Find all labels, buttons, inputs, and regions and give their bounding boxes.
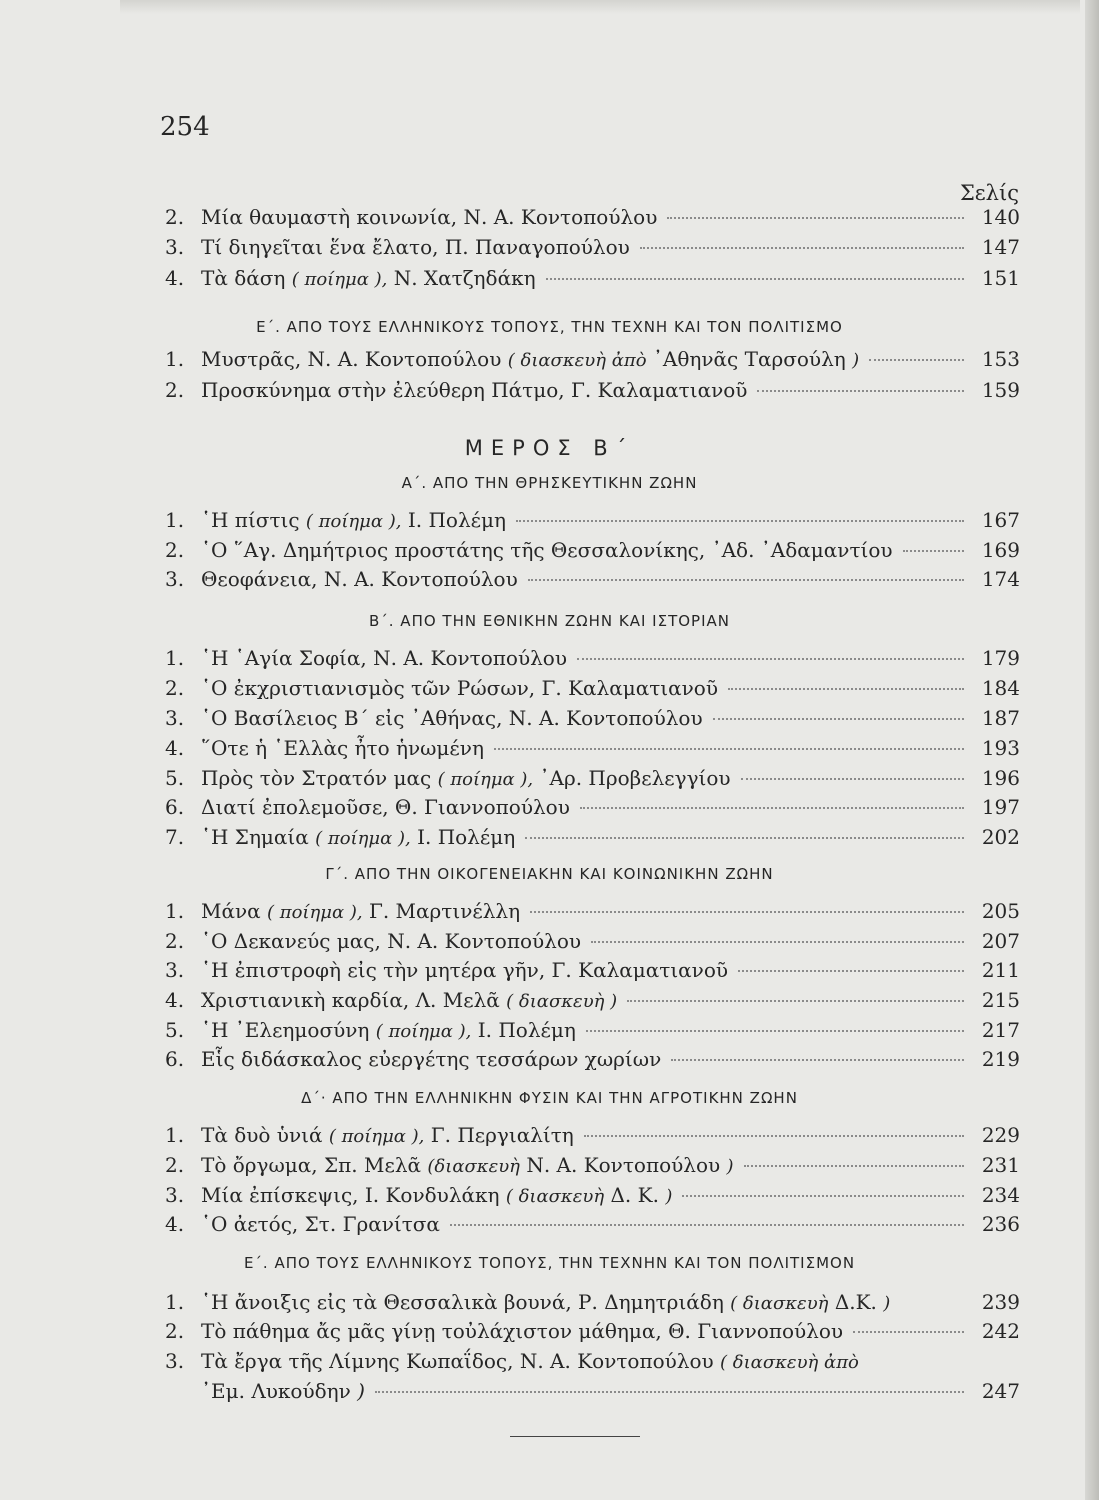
entry-title: Μάνα ( ποίημα ), Γ. Μαρτινέλλη <box>201 899 521 923</box>
entry-number: 2. <box>165 929 185 953</box>
dot-leader <box>741 778 964 780</box>
entry-page: 207 <box>981 929 1020 953</box>
dot-leader <box>713 718 964 720</box>
entry-number: 1. <box>165 508 185 532</box>
dot-leader <box>627 1000 964 1002</box>
dot-leader <box>728 688 964 690</box>
toc-entry[interactable] <box>165 676 1020 706</box>
section-heading: Ε΄. ΑΠΟ ΤΟΥΣ ΕΛΛΗΝΙΚΟΥΣ ΤΟΠΟΥΣ, ΤΗΝ ΤΕΧΝΗ ΚΑΙ ΤΟΝ ΠΟΛΙΤΙΣΜΟ <box>256 318 843 336</box>
entry-title: Εἷς διδάσκαλος εὐεργέτης τεσσάρων χωρίων <box>201 1047 662 1071</box>
dot-leader <box>580 807 964 809</box>
entry-number: 1. <box>165 1123 185 1147</box>
entry-number: 2. <box>165 1153 185 1177</box>
toc-entry[interactable] <box>165 205 1020 235</box>
entry-page: 217 <box>981 1018 1020 1042</box>
entry-page: 236 <box>981 1212 1020 1236</box>
entry-page: 153 <box>981 347 1020 371</box>
entry-number: 1. <box>165 1290 185 1314</box>
toc-entry-continuation[interactable] <box>201 1379 1020 1409</box>
toc-entry[interactable] <box>165 266 1020 296</box>
entry-number: 1. <box>165 899 185 923</box>
entry-title: Μυστρᾶς, Ν. Α. Κοντοπούλου ( διασκευὴ ἀπὸ ᾽Αθηνᾶς Ταρσούλη ) <box>201 347 860 371</box>
entry-title: Διατί ἐπολεμοῦσε, Θ. Γιαννοπούλου <box>201 795 570 819</box>
entry-page: 242 <box>981 1319 1020 1343</box>
dot-leader <box>903 550 964 552</box>
entry-number: 3. <box>165 958 185 982</box>
entry-title: Πρὸς τὸν Στρατόν μας ( ποίημα ), ᾽Αρ. Προβελεγγίου <box>201 766 731 790</box>
dot-leader <box>494 748 964 750</box>
dot-leader <box>530 911 964 913</box>
page-number: 254 <box>160 112 210 142</box>
entry-title: Τὰ δάση ( ποίημα ), Ν. Χατζηδάκη <box>201 266 536 290</box>
entry-number: 2. <box>165 538 185 562</box>
dot-leader <box>853 1331 964 1333</box>
entry-title: Θεοφάνεια, Ν. Α. Κοντοπούλου <box>201 567 518 591</box>
toc-entry[interactable] <box>165 929 1020 959</box>
entry-title: Τὰ δυὸ ὑνιά ( ποίημα ), Γ. Περγιαλίτη <box>201 1123 574 1147</box>
section-heading: Β΄. ΑΠΟ ΤΗΝ ΕΘΝΙΚΗΝ ΖΩΗΝ ΚΑΙ ΙΣΤΟΡΙΑΝ <box>368 612 731 630</box>
toc-entry[interactable] <box>165 1183 1020 1213</box>
toc-entry[interactable] <box>165 508 1020 538</box>
entry-title: ῾Η ἄνοιξις εἰς τὰ Θεσσαλικὰ βουνά, Ρ. Δημητριάδη ( διασκευὴ Δ.Κ. ) <box>201 1290 891 1314</box>
dot-leader <box>744 1165 964 1167</box>
entry-number: 4. <box>165 988 185 1012</box>
entry-title: ῾Ο ἀετός, Στ. Γρανίτσα <box>201 1212 440 1236</box>
dot-leader <box>738 970 964 972</box>
entry-page: 197 <box>981 795 1020 819</box>
entry-page: 231 <box>981 1153 1020 1177</box>
toc-entry[interactable] <box>165 825 1020 855</box>
entry-title: ῾Η πίστις ( ποίημα ), Ι. Πολέμη <box>201 508 506 532</box>
toc-entry[interactable] <box>165 567 1020 597</box>
entry-page: 151 <box>981 266 1020 290</box>
dot-leader <box>546 278 964 280</box>
dot-leader <box>528 579 964 581</box>
dot-leader <box>375 1391 964 1393</box>
entry-title: ῾Η Σημαία ( ποίημα ), Ι. Πολέμη <box>201 825 516 849</box>
entry-page: 215 <box>981 988 1020 1012</box>
entry-number: 1. <box>165 646 185 670</box>
entry-page: 179 <box>981 646 1020 670</box>
entry-title: Τὸ ὄργωμα, Σπ. Μελᾶ (διασκευὴ Ν. Α. Κοντοπούλου ) <box>201 1153 734 1177</box>
entry-page: 174 <box>981 567 1020 591</box>
dot-leader <box>671 1059 964 1061</box>
dot-leader <box>525 837 964 839</box>
dot-leader <box>577 658 964 660</box>
toc-entry[interactable] <box>165 988 1020 1018</box>
entry-title: ῾Ο Δεκανεύς μας, Ν. Α. Κοντοπούλου <box>201 929 582 953</box>
entry-title: ᾽Εμ. Λυκούδην ) <box>201 1379 365 1403</box>
toc-entry[interactable] <box>165 1123 1020 1153</box>
entry-number: 3. <box>165 235 185 259</box>
entry-number: 2. <box>165 676 185 700</box>
entry-page: 234 <box>981 1183 1020 1207</box>
entry-number: 4. <box>165 1212 185 1236</box>
entry-page: 140 <box>981 205 1020 229</box>
toc-entry[interactable] <box>165 1212 1020 1242</box>
dot-leader <box>584 1135 964 1137</box>
entry-page: 229 <box>981 1123 1020 1147</box>
section-heading: Α΄. ΑΠΟ ΤΗΝ ΘΡΗΣΚΕΥΤΙΚΗΝ ΖΩΗΝ <box>401 474 698 492</box>
entry-title: Προσκύνημα στὴν ἐλεύθερη Πάτμο, Γ. Καλαματιανοῦ <box>201 378 748 402</box>
toc-entry[interactable] <box>165 899 1020 929</box>
entry-number: 5. <box>165 766 185 790</box>
entry-number: 3. <box>165 1183 185 1207</box>
entry-page: 167 <box>981 508 1020 532</box>
dot-leader <box>757 390 964 392</box>
entry-page: 184 <box>981 676 1020 700</box>
toc-entry[interactable] <box>165 1349 1020 1379</box>
toc-entry[interactable] <box>165 538 1020 568</box>
entry-number: 1. <box>165 347 185 371</box>
entry-title: Τί διηγεῖται ἕνα ἔλατο, Π. Παναγοπούλου <box>201 235 630 259</box>
dot-leader <box>667 217 964 219</box>
entry-number: 3. <box>165 706 185 730</box>
dot-leader <box>640 247 964 249</box>
entry-number: 6. <box>165 1047 185 1071</box>
entry-title: ῾Ο Βασίλειος Β΄ εἰς ᾽Αθήνας, Ν. Α. Κοντοπούλου <box>201 706 703 730</box>
page-top-edge <box>120 0 1080 14</box>
dot-leader <box>869 359 964 361</box>
toc-entry[interactable] <box>165 736 1020 766</box>
dot-leader <box>450 1224 964 1226</box>
section-heading: Γ΄. ΑΠΟ ΤΗΝ ΟΙΚΟΓΕΝΕΙΑΚΗΝ ΚΑΙ ΚΟΙΝΩΝΙΚΗΝ ΖΩΗΝ <box>325 865 774 883</box>
toc-entry[interactable] <box>165 347 1020 377</box>
entry-number: 6. <box>165 795 185 819</box>
toc-entry[interactable] <box>165 1319 1020 1349</box>
entry-page: 202 <box>981 825 1020 849</box>
entry-page: 219 <box>981 1047 1020 1071</box>
entry-page: 205 <box>981 899 1020 923</box>
toc-entry[interactable] <box>165 378 1020 408</box>
entry-title: ῾Ο ἐκχριστιανισμὸς τῶν Ρώσων, Γ. Καλαματιανοῦ <box>201 676 719 700</box>
entry-number: 2. <box>165 378 185 402</box>
toc-entry[interactable] <box>165 1290 1020 1320</box>
entry-number: 4. <box>165 736 185 760</box>
entry-number: 5. <box>165 1018 185 1042</box>
toc-entry[interactable] <box>165 235 1020 265</box>
entry-page: 247 <box>981 1379 1020 1403</box>
entry-page: 239 <box>981 1290 1020 1314</box>
entry-title: ῾Η ἐπιστροφὴ εἰς τὴν μητέρα γῆν, Γ. Καλαματιανοῦ <box>201 958 729 982</box>
toc-entry[interactable] <box>165 706 1020 736</box>
entry-page: 169 <box>981 538 1020 562</box>
end-rule <box>510 1436 640 1437</box>
entry-page: 159 <box>981 378 1020 402</box>
toc-entry[interactable] <box>165 1047 1020 1077</box>
entry-title: Μία θαυμαστὴ κοινωνία, Ν. Α. Κοντοπούλου <box>201 205 658 229</box>
entry-page: 211 <box>981 958 1020 982</box>
toc-entry[interactable] <box>165 766 1020 796</box>
entry-title: ῾Ο ῞Αγ. Δημήτριος προστάτης τῆς Θεσσαλονίκης, ᾽Αδ. ᾽Αδαμαντίου <box>201 538 893 562</box>
section-heading: Ε΄. ΑΠΟ ΤΟΥΣ ΕΛΛΗΝΙΚΟΥΣ ΤΟΠΟΥΣ, ΤΗΝ ΤΕΧΝΗΝ ΚΑΙ ΤΟΝ ΠΟΛΙΤΙΣΜΟΝ <box>243 1254 856 1272</box>
entry-page: 187 <box>981 706 1020 730</box>
page-right-edge <box>1085 0 1099 1500</box>
page-column-header: Σελίς <box>959 181 1019 205</box>
entry-number: 4. <box>165 266 185 290</box>
entry-page: 193 <box>981 736 1020 760</box>
dot-leader <box>682 1195 964 1197</box>
entry-number: 3. <box>165 567 185 591</box>
toc-entry[interactable] <box>165 646 1020 676</box>
entry-title: Τὸ πάθημα ἄς μᾶς γίνῃ τοὐλάχιστον μάθημα, Θ. Γιαννοπούλου <box>201 1319 844 1343</box>
toc-entry[interactable] <box>165 1153 1020 1183</box>
entry-number: 2. <box>165 1319 185 1343</box>
part-title: ΜΕΡΟΣ Β΄ <box>464 436 635 460</box>
dot-leader <box>586 1030 964 1032</box>
entry-title: Μία ἐπίσκεψις, Ι. Κονδυλάκη ( διασκευὴ Δ. Κ. ) <box>201 1183 673 1207</box>
section-heading: Δ΄· ΑΠΟ ΤΗΝ ΕΛΛΗΝΙΚΗΝ ΦΥΣΙΝ ΚΑΙ ΤΗΝ ΑΓΡΟΤΙΚΗΝ ΖΩΗΝ <box>301 1089 798 1107</box>
entry-number: 7. <box>165 825 185 849</box>
dot-leader <box>516 520 964 522</box>
entry-title: ῾Η ῾Αγία Σοφία, Ν. Α. Κοντοπούλου <box>201 646 567 670</box>
entry-number: 2. <box>165 205 185 229</box>
entry-title: Χριστιανικὴ καρδία, Λ. Μελᾶ ( διασκευὴ ) <box>201 988 618 1012</box>
toc-entry[interactable] <box>165 795 1020 825</box>
entry-title: ῞Οτε ἡ ῾Ελλὰς ἦτο ἡνωμένη <box>201 736 484 760</box>
toc-entry[interactable] <box>165 1018 1020 1048</box>
dot-leader <box>591 941 964 943</box>
entry-page: 196 <box>981 766 1020 790</box>
toc-entry[interactable] <box>165 958 1020 988</box>
entry-title: ῾Η ᾽Ελεημοσύνη ( ποίημα ), Ι. Πολέμη <box>201 1018 576 1042</box>
entry-title: Τὰ ἔργα τῆς Λίμνης Κωπαΐδος, Ν. Α. Κοντοπούλου ( διασκευὴ ἀπὸ <box>201 1349 859 1373</box>
entry-page: 147 <box>981 235 1020 259</box>
entry-number: 3. <box>165 1349 185 1373</box>
